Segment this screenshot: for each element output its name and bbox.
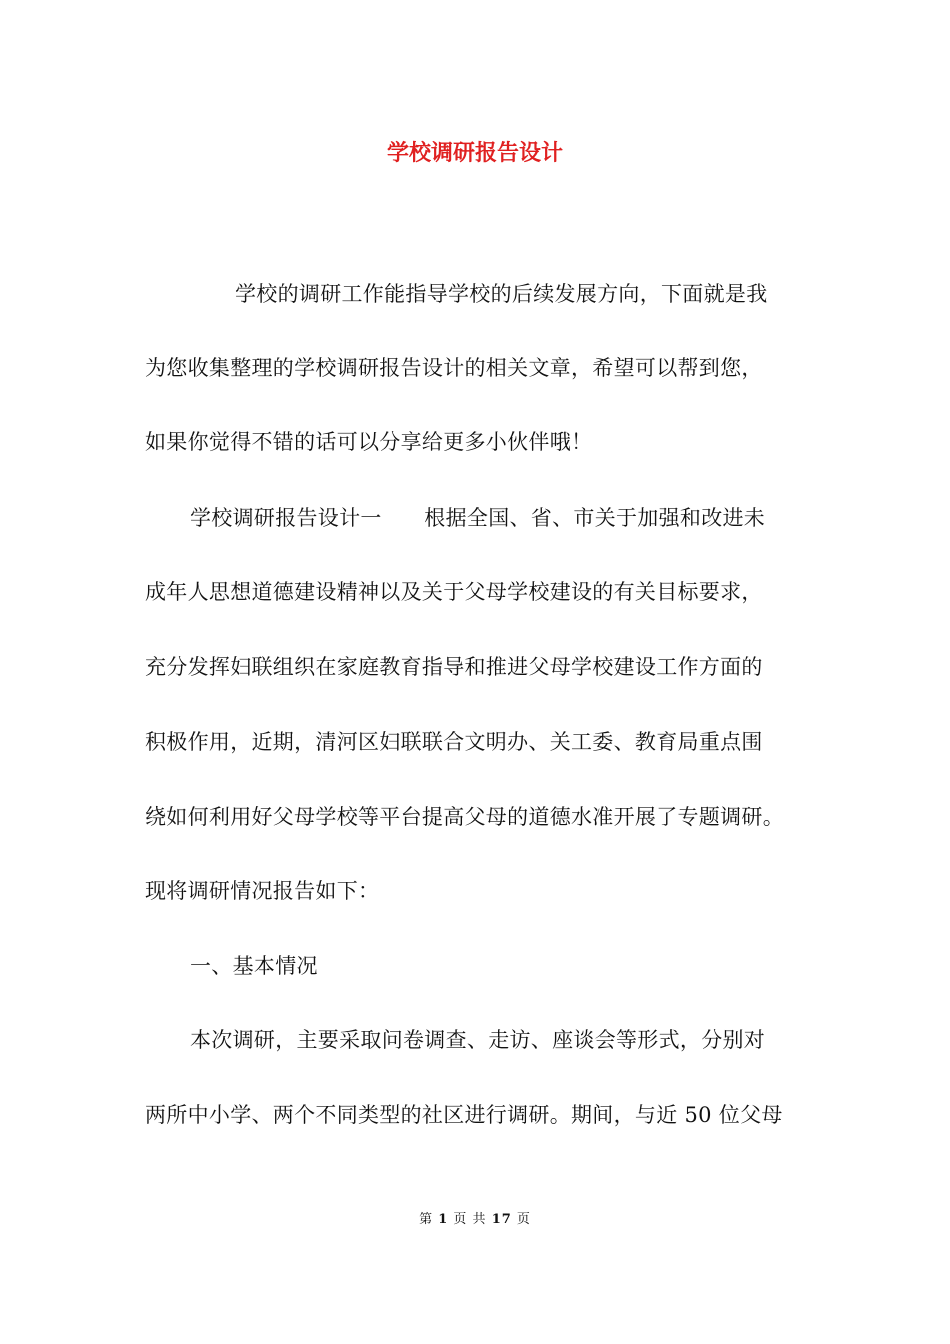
footer-prefix: 第 [419,1212,434,1227]
paragraph-line: 成年人思想道德建设精神以及关于父母学校建设的有关目标要求， [145,580,763,604]
paragraph-line: 积极作用，近期，清河区妇联联合文明办、关工委、教育局重点围 [145,730,763,754]
section-heading: 一、基本情况 [190,954,318,978]
paragraph-line: 如果你觉得不错的话可以分享给更多小伙伴哦！ [145,430,593,454]
paragraph-line: 为您收集整理的学校调研报告设计的相关文章，希望可以帮到您， [145,356,763,380]
paragraph-line: 充分发挥妇联组织在家庭教育指导和推进父母学校建设工作方面的 [145,655,763,679]
document-title: 学校调研报告设计 [386,140,563,166]
page-footer [0,1208,950,1227]
paragraph-line: 本次调研，主要采取问卷调查、走访、座谈会等形式，分别对 [190,1028,766,1052]
footer-total-pages: 17 [491,1212,512,1227]
footer-page-number: 1 [438,1212,449,1227]
paragraph-line: 现将调研情况报告如下： [145,879,380,903]
paragraph-line: 绕如何利用好父母学校等平台提高父母的道德水准开展了专题调研。 [145,805,784,829]
footer-suffix: 页 [516,1212,531,1227]
footer-middle: 页 共 [453,1212,487,1227]
paragraph-line: 学校调研报告设计一 根据全国、省、市关于加强和改进未 [190,506,766,530]
paragraph-line: 两所中小学、两个不同类型的社区进行调研。期间，与近 50 位父母 [145,1103,783,1127]
paragraph-line: 学校的调研工作能指导学校的后续发展方向，下面就是我 [235,282,768,306]
